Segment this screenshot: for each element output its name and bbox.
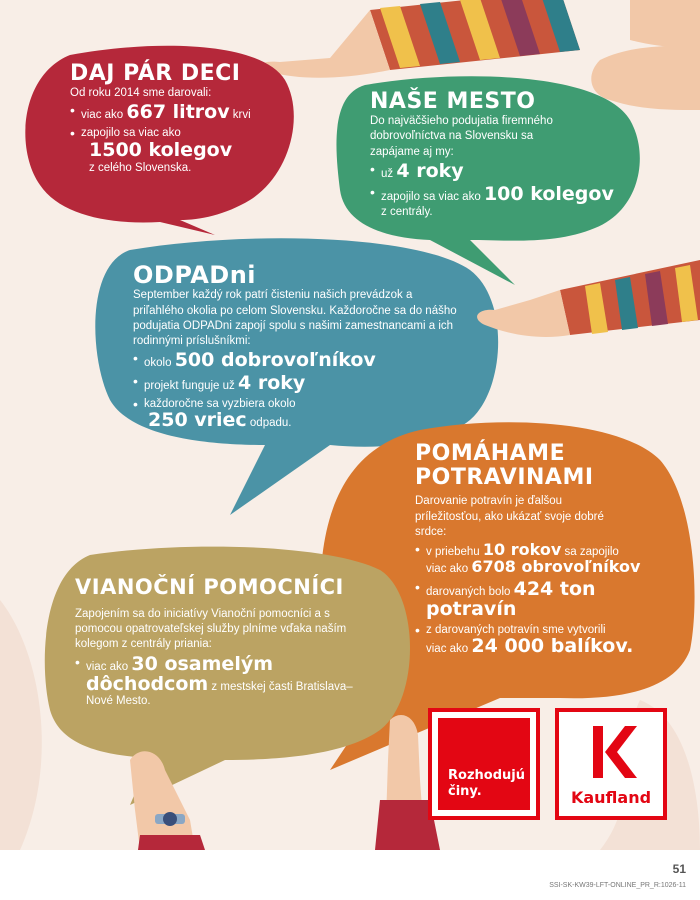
odpadni-title: ODPADni: [133, 261, 257, 289]
list-item: • z darovaných potravín sme vytvorili viac ako 24 000 balíkov.: [415, 623, 665, 657]
daj-par-deci-title: DAJ PÁR DECI: [70, 61, 241, 86]
nase-mesto-intro: Do najväčšieho podujatia firemného dobrovoľníctva na Slovensku sa zapájame aj my:: [370, 115, 553, 158]
pomahame-potravinami-title: POMÁHAME POTRAVINAMI: [415, 441, 594, 491]
list-item: • darovaných bolo 424 ton potravín: [415, 580, 665, 620]
kaufland-k-icon: [559, 716, 663, 786]
page-number: 51: [672, 862, 686, 876]
print-code: SSI-SK-KW39-LFT-ONLINE_PR_R:1026-11: [549, 882, 686, 889]
list-item: • viac ako 30 osamelým dôchodcom z mestskej časti Bratislava–Nové Mesto.: [75, 655, 375, 709]
nase-mesto-title: NAŠE MESTO: [370, 89, 536, 114]
list-item: • okolo 500 dobrovoľníkov: [133, 351, 458, 371]
list-item: • projekt funguje už 4 roky: [133, 374, 458, 394]
nase-mesto-list: [370, 159, 625, 219]
list-item: • každoročne sa vyzbiera okolo 250 vriec odpadu.: [133, 397, 458, 431]
slogan-text: Rozhodujú činy.: [448, 768, 525, 799]
list-item: • zapojilo sa viac ako 1500 kolegov z celého Slovenska.: [70, 126, 270, 175]
pomahame-potravinami-list: [415, 539, 665, 657]
vianocni-pomocnici-intro: Zapojením sa do iniciatívy Vianoční pomocníci a s pomocou opatrovateľskej služby plníme vďaka naším kolegom z centrály priania:: [75, 608, 347, 651]
daj-par-deci-list: [70, 103, 270, 175]
pomahame-potravinami-intro: Darovanie potravín je ďalšou príležitosťou, ako ukázať svoje dobré srdce:: [415, 495, 604, 538]
odpadni-panel: [133, 262, 458, 434]
list-item: • zapojilo sa viac ako 100 kolegov z centrály.: [370, 185, 625, 219]
odpadni-list: [133, 351, 458, 431]
list-item: • už 4 roky: [370, 162, 625, 182]
list-item: • viac ako 667 litrov krvi: [70, 103, 270, 123]
list-item: • v priebehu 10 rokov sa zapojilo viac ako 6708 obrovoľníkov: [415, 542, 665, 577]
kaufland-logo: [555, 708, 667, 820]
odpadni-intro: September každý rok patrí čisteniu našich prevádzok a priľahlého okolia po celom Slovensku. Každoročne sa do nášho podujatia ODPADni zapojí spolu s našimi zamestnancami a ich rodinnými príslušníkmi:: [133, 289, 457, 347]
pomahame-potravinami-panel: [415, 442, 665, 660]
vianocni-pomocnici-list: [75, 652, 375, 709]
slogan-logo: [428, 708, 540, 820]
nase-mesto-panel: [370, 90, 625, 222]
kaufland-wordmark: Kaufland: [570, 788, 652, 807]
daj-par-deci-intro: Od roku 2014 sme darovali:: [70, 87, 212, 100]
vianocni-pomocnici-title: VIANOČNÍ POMOCNÍCI: [75, 575, 344, 599]
vianocni-pomocnici-panel: [75, 576, 375, 712]
daj-par-deci-panel: [70, 62, 270, 178]
